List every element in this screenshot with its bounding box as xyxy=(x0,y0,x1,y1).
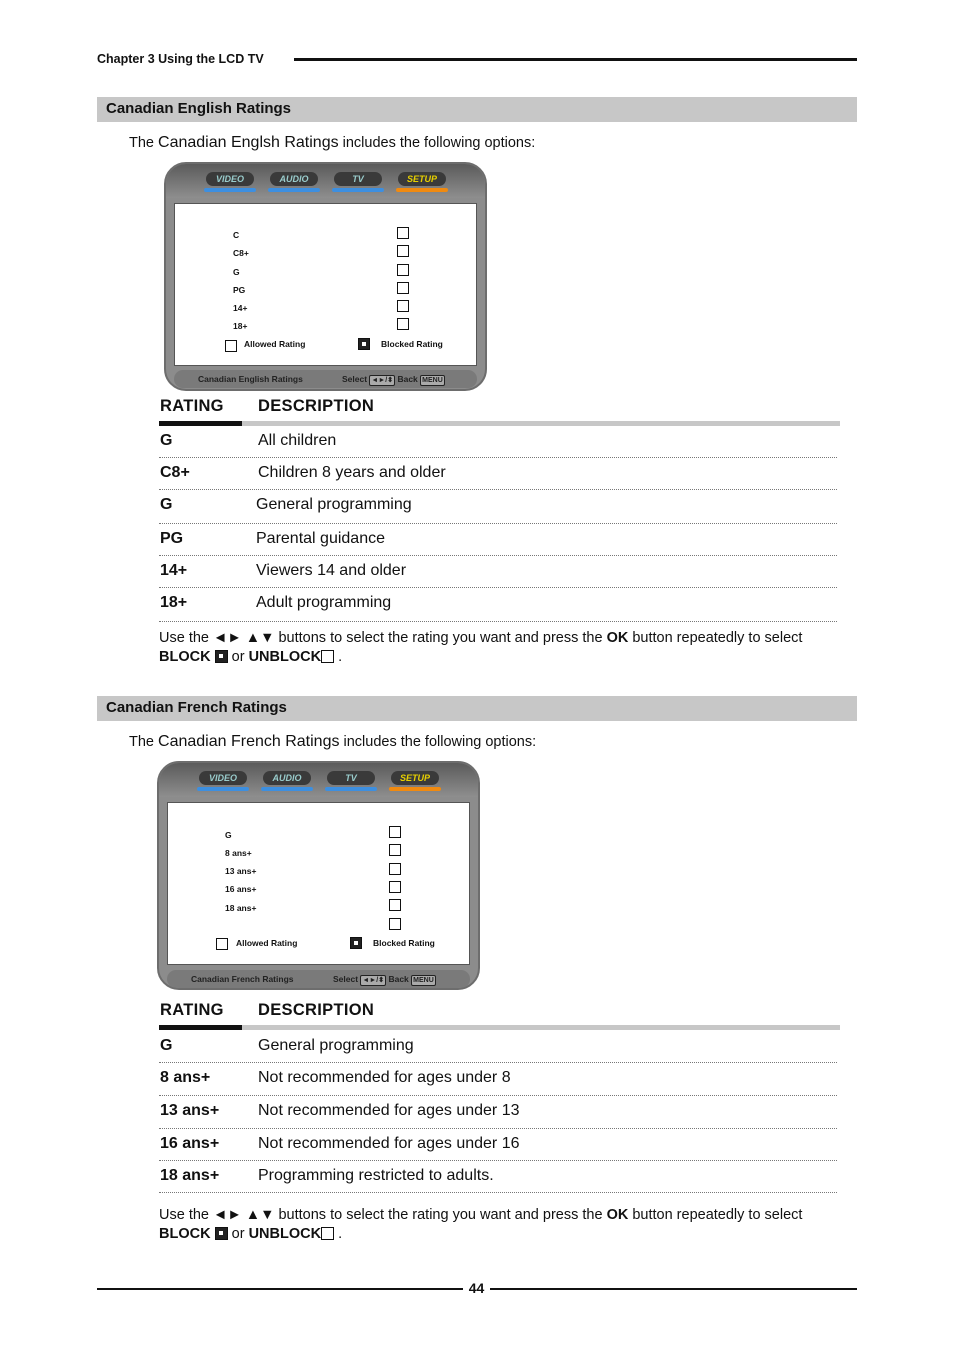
osd-english xyxy=(164,162,487,391)
col-header-description: DESCRIPTION xyxy=(258,397,375,415)
header-rule xyxy=(294,58,857,61)
section-title-english: Canadian English Ratings xyxy=(97,97,857,122)
rating-item[interactable]: G xyxy=(233,267,240,277)
arrow-keys-icon: ◄► ▲▼ xyxy=(213,630,275,646)
tab-video[interactable]: VIDEO xyxy=(206,172,254,186)
page-number: 44 xyxy=(468,1280,485,1296)
osd-hint: Select ◄►/⬍ Back MENU xyxy=(342,374,443,384)
table-row: 14+ Viewers 14 and older xyxy=(159,556,837,588)
rating-item[interactable]: C xyxy=(233,230,240,240)
tab-setup[interactable]: SETUP xyxy=(391,771,439,785)
unlock-box-icon xyxy=(321,1227,334,1240)
rating-checkbox[interactable] xyxy=(389,826,401,838)
table-row: 16 ans+ Not recommended for ages under 16 xyxy=(159,1129,837,1161)
tab-setup[interactable]: SETUP xyxy=(398,172,446,186)
instruction-english: Use the ◄► ▲▼ buttons to select the rating you want and press the OK button repeatedly to select BLOCK or UNBLOCK . xyxy=(159,630,803,665)
rating-checkbox[interactable] xyxy=(389,844,401,856)
col-header-rating: RATING xyxy=(160,1001,224,1019)
rating-item[interactable]: 18+ xyxy=(233,321,248,331)
intro-post: includes the following options: xyxy=(342,135,536,151)
blocked-rating-label: Blocked Rating xyxy=(373,938,435,948)
tab-video[interactable]: VIDEO xyxy=(199,771,247,785)
rating-checkbox[interactable] xyxy=(397,318,409,330)
rating-item[interactable]: G xyxy=(225,830,232,840)
table-row: 13 ans+ Not recommended for ages under 13 xyxy=(159,1096,837,1129)
allowed-rating-label: Allowed Rating xyxy=(244,339,306,349)
allowed-rating-icon xyxy=(225,340,237,352)
osd-status-title: Canadian English Ratings xyxy=(198,374,303,384)
lock-icon xyxy=(215,1227,228,1240)
col-header-rating: RATING xyxy=(160,397,224,415)
allowed-rating-label: Allowed Rating xyxy=(236,938,298,948)
blocked-rating-label: Blocked Rating xyxy=(381,339,443,349)
rating-checkbox[interactable] xyxy=(397,227,409,239)
osd-status-title: Canadian French Ratings xyxy=(191,974,294,984)
rating-checkbox[interactable] xyxy=(397,264,409,276)
intro-big: Canadian French Ratings xyxy=(158,733,340,750)
rating-checkbox[interactable] xyxy=(389,918,401,930)
section-title-french: Canadian French Ratings xyxy=(97,696,857,721)
rating-checkbox[interactable] xyxy=(397,282,409,294)
osd-french xyxy=(157,761,480,990)
table-row: 18 ans+ Programming restricted to adults. xyxy=(159,1161,837,1193)
rating-checkbox[interactable] xyxy=(397,300,409,312)
table-row: G General programming xyxy=(159,490,837,524)
allowed-rating-icon xyxy=(216,938,228,950)
arrow-keys-icon: ◄►/⬍ xyxy=(371,377,394,384)
intro-big: Canadian Englsh Ratings xyxy=(158,134,339,151)
table-row: G All children xyxy=(159,426,837,458)
table-row: 8 ans+ Not recommended for ages under 8 xyxy=(159,1063,837,1096)
rating-item[interactable]: 18 ans+ xyxy=(225,903,257,913)
table-row: G General programming xyxy=(159,1031,837,1063)
rating-checkbox[interactable] xyxy=(389,863,401,875)
intro-pre: The xyxy=(129,734,154,750)
arrow-keys-icon: ◄► ▲▼ xyxy=(213,1207,275,1223)
tab-tv[interactable]: TV xyxy=(334,172,382,186)
table-header-rule xyxy=(242,1025,840,1030)
rating-item[interactable]: 16 ans+ xyxy=(225,884,257,894)
rating-item[interactable]: 13 ans+ xyxy=(225,866,257,876)
unlock-box-icon xyxy=(321,650,334,663)
tab-audio[interactable]: AUDIO xyxy=(270,172,318,186)
rating-checkbox[interactable] xyxy=(397,245,409,257)
intro-english xyxy=(129,134,535,152)
rating-item[interactable]: C8+ xyxy=(233,248,249,258)
rating-checkbox[interactable] xyxy=(389,881,401,893)
intro-pre: The xyxy=(129,135,154,151)
table-row: C8+ Children 8 years and older xyxy=(159,458,837,490)
tab-audio[interactable]: AUDIO xyxy=(263,771,311,785)
lock-icon xyxy=(215,650,228,663)
intro-post: includes the following options: xyxy=(343,734,537,750)
table-row: PG Parental guidance xyxy=(159,524,837,556)
intro-french xyxy=(129,733,536,751)
blocked-rating-icon xyxy=(358,338,370,350)
osd-hint: Select ◄►/⬍ Back MENU xyxy=(333,974,434,984)
chapter-title: Chapter 3 Using the LCD TV xyxy=(97,52,264,66)
instruction-french: Use the ◄► ▲▼ buttons to select the rating you want and press the OK button repeatedly to select BLOCK or UNBLOCK . xyxy=(159,1207,803,1242)
rating-item[interactable]: 8 ans+ xyxy=(225,848,252,858)
rating-item[interactable]: 14+ xyxy=(233,303,248,313)
osd-status-bar xyxy=(167,970,470,988)
table-row: 18+ Adult programming xyxy=(159,588,837,622)
footer-rule xyxy=(97,1288,463,1290)
menu-key-icon: MENU xyxy=(413,977,434,984)
rating-item[interactable]: PG xyxy=(233,285,246,295)
table-header-rule xyxy=(159,1025,242,1030)
footer-rule xyxy=(490,1288,857,1290)
blocked-rating-icon xyxy=(350,937,362,949)
tab-tv[interactable]: TV xyxy=(327,771,375,785)
rating-checkbox[interactable] xyxy=(389,899,401,911)
menu-key-icon: MENU xyxy=(422,377,443,384)
col-header-description: DESCRIPTION xyxy=(258,1001,375,1019)
arrow-keys-icon: ◄►/⬍ xyxy=(362,977,385,984)
osd-status-bar xyxy=(174,370,477,388)
